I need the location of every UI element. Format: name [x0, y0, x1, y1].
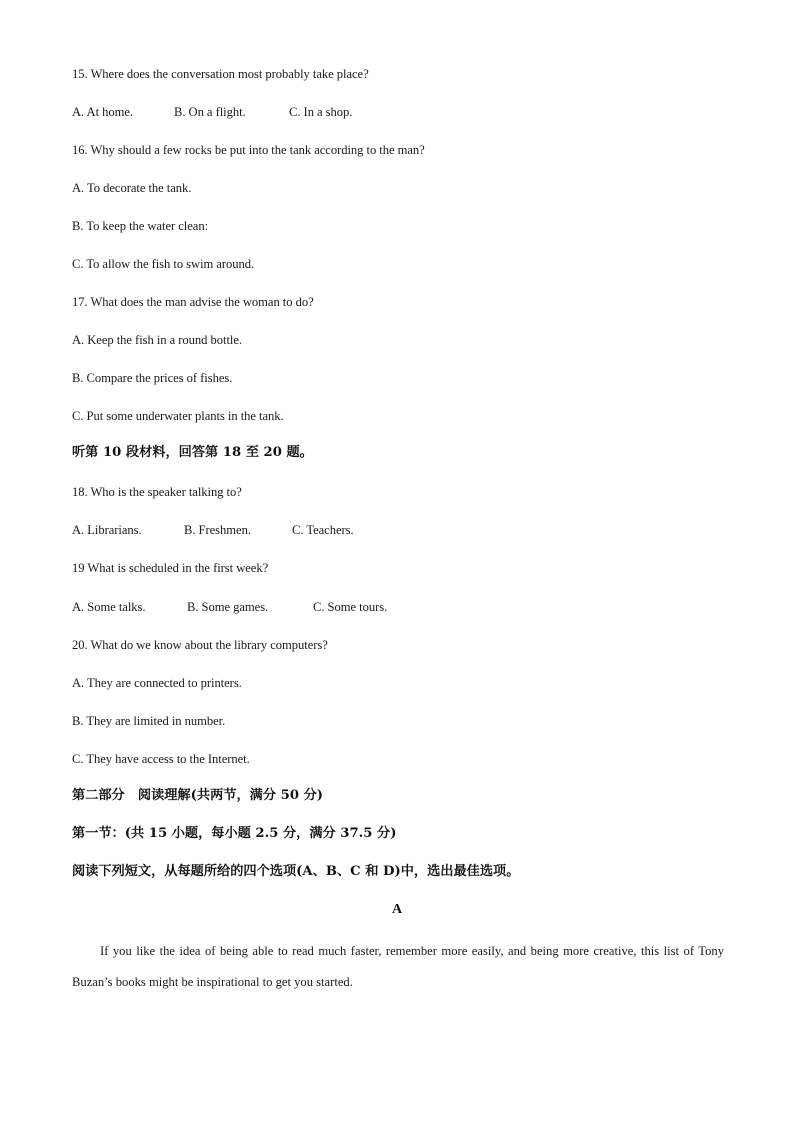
- option-c: C. Some tours.: [313, 600, 388, 614]
- passage-label: A: [391, 902, 403, 917]
- question-20-option-a: A. They are connected to printers.: [72, 676, 242, 690]
- passage-paragraph: If you like the idea of being able to read much faster, remember more easily, and being more creative, this list of Tony Buzan’s books might be inspirational to get you started.: [72, 944, 724, 989]
- option-a: A. At home.: [72, 105, 134, 119]
- question-20-option-c: C. They have access to the Internet.: [72, 752, 250, 766]
- question-17-option-c: C. Put some underwater plants in the tank.: [72, 409, 284, 423]
- section-10-heading: 听第 10 段材料，回答第 18 至 20 题。: [72, 445, 313, 460]
- question-20-option-b: B. They are limited in number.: [72, 714, 226, 728]
- question-18-options: [72, 522, 354, 538]
- question-16-option-a: A. To decorate the tank.: [72, 181, 192, 195]
- option-b: B. Some games.: [187, 600, 269, 614]
- question-19-options: [72, 599, 387, 615]
- option-b: B. Freshmen.: [184, 523, 251, 537]
- part-2-heading: 第二部分 阅读理解(共两节，满分 50 分): [72, 788, 324, 803]
- option-b: B. On a flight.: [174, 105, 246, 119]
- question-17-option-b: B. Compare the prices of fishes.: [72, 371, 233, 385]
- question-16-stem: 16. Why should a few rocks be put into the tank according to the man?: [72, 143, 425, 157]
- question-17-option-a: A. Keep the fish in a round bottle.: [72, 333, 242, 347]
- question-18-stem: 18. Who is the speaker talking to?: [72, 485, 242, 499]
- option-a: A. Some talks.: [72, 600, 146, 614]
- question-15-stem: 15. Where does the conversation most probably take place?: [72, 67, 369, 81]
- part-2-instruction: 阅读下列短文，从每题所给的四个选项(A、B、C 和 D)中，选出最佳选项。: [72, 864, 520, 879]
- part-2-subheading: 第一节：(共 15 小题，每小题 2.5 分，满分 37.5 分): [72, 826, 397, 841]
- question-17-stem: 17. What does the man advise the woman to do?: [72, 295, 314, 309]
- option-a: A. Librarians.: [72, 523, 142, 537]
- option-c: C. Teachers.: [292, 523, 354, 537]
- question-16-option-c: C. To allow the fish to swim around.: [72, 257, 255, 271]
- question-19-stem: 19 What is scheduled in the first week?: [72, 561, 269, 575]
- question-15-options: [72, 104, 352, 120]
- option-c: C. In a shop.: [289, 105, 353, 119]
- question-16-option-b: B. To keep the water clean:: [72, 219, 209, 233]
- question-20-stem: 20. What do we know about the library computers?: [72, 638, 328, 652]
